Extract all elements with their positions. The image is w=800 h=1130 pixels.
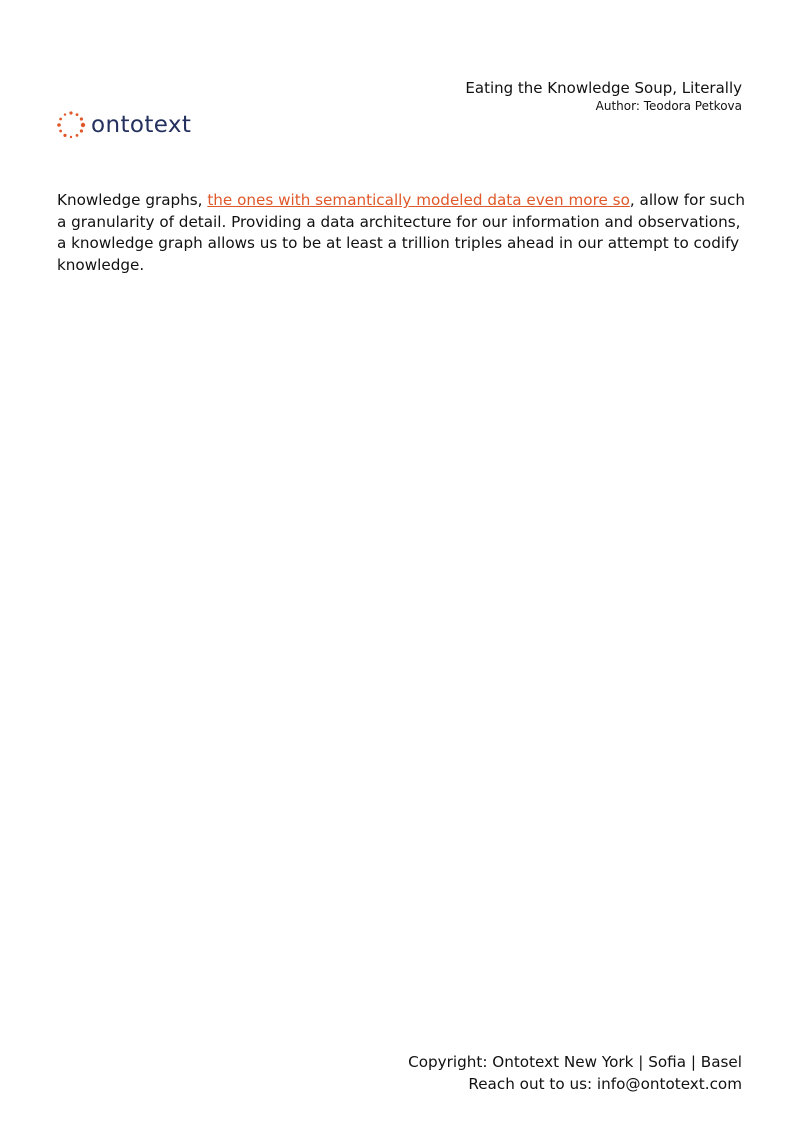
semantic-data-link[interactable]: the ones with semantically modeled data even more so [207,191,630,209]
document-author: Author: Teodora Petkova [595,99,742,113]
logo-wordmark: ontotext [91,112,192,138]
paragraph-text-end: , allow for such a granularity of detail. Providing a data architecture for our information and observations, a knowledge graph allows us to be at least a trillion triples ahead in our attempt to codify knowledge. [57,191,746,274]
footer-copyright: Copyright: Ontotext New York | Sofia | Basel [408,1053,742,1071]
document-header [465,78,742,114]
document-footer [408,1052,742,1095]
footer-contact: Reach out to us: info@ontotext.com [468,1074,742,1093]
dotted-circle-logo-icon [56,110,86,140]
ontotext-logo [56,110,191,140]
document-title: Eating the Knowledge Soup, Literally [465,79,742,97]
body-paragraph [57,190,747,276]
paragraph-text-start: Knowledge graphs, [57,191,208,209]
